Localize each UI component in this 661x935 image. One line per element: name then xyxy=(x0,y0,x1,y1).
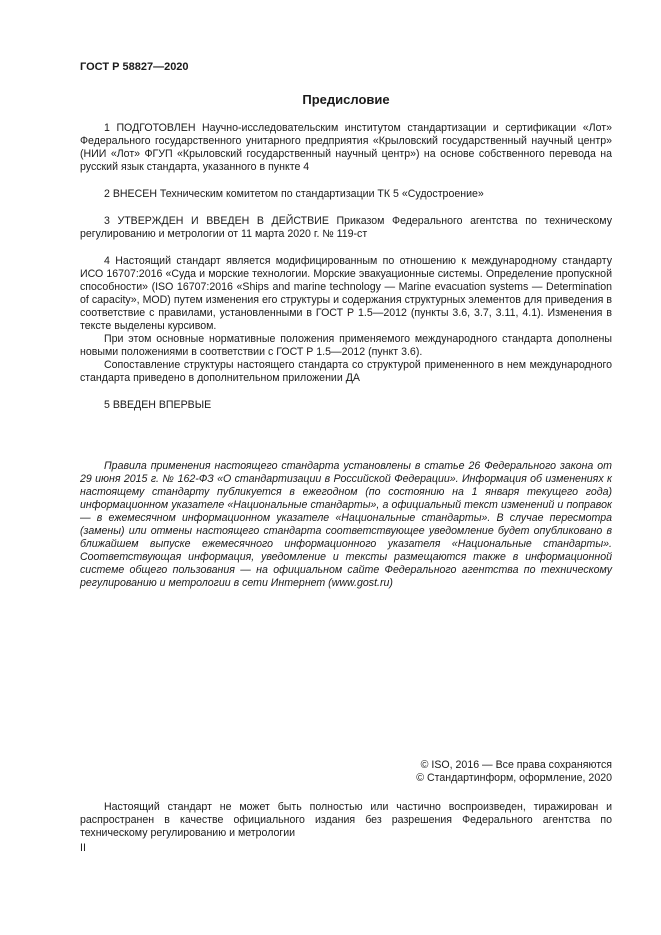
copyright-standartinform: © Стандартинформ, оформление, 2020 xyxy=(416,772,612,784)
copyright-block xyxy=(80,759,612,785)
paragraph-additions: При этом основные нормативные положения применяемого международного стандарта дополнены новыми положениями в соответствии с ГОСТ Р 1.5—2012 (пункт 3.6). xyxy=(80,333,612,358)
paragraph-structure: Сопоставление структуры настоящего стандарта со структурой примененного в нем международного стандарта приведено в дополнительном приложении ДА xyxy=(80,359,612,384)
page-title: Предисловие xyxy=(302,92,390,107)
reproduction-notice: Настоящий стандарт не может быть полностью или частично воспроизведен, тиражирован и распространен в качестве официального издания без разрешения Федерального агентства по техническому регулированию и метрологии xyxy=(80,801,612,839)
paragraph-submitted: 2 ВНЕСЕН Техническим комитетом по стандартизации ТК 5 «Судостроение» xyxy=(104,188,484,200)
paragraph-modified: 4 Настоящий стандарт является модифицированным по отношению к международному стандарту ИСО 16707:2016 «Суда и морские технологии. Морские эвакуационные системы. Определение пропускной способности» (ISO 16707:2016 «Ships and marine technology — Marine evacuation systems — Determination of capacity», MOD) путем изменения его структуры и содержания структурных элементов для приведения в соответствие с правилами, установленными в ГОСТ Р 1.5—2012 (пункты 3.6, 3.7, 3.11, 4.1). Изменения в тексте выделены курсивом. xyxy=(80,255,612,332)
paragraph-approved: 3 УТВЕРЖДЕН И ВВЕДЕН В ДЕЙСТВИЕ Приказом Федерального агентства по техническому регулированию и метрологии от 11 марта 2020 г. № 119-ст xyxy=(80,215,612,240)
document-id: ГОСТ Р 58827—2020 xyxy=(80,61,189,73)
paragraph-rules-notice: Правила применения настоящего стандарта установлены в статье 26 Федерального закона от 29 июня 2015 г. № 162-ФЗ «О стандартизации в Российской Федерации». Информация об изменениях к настоящему стандарту публикуется в ежегодном (по состоянию на 1 января текущего года) информационном указателе «Национальные стандарты», а официальный текст изменений и поправок — в ежемесячном информационном указателе «Национальные стандарты». В случае пересмотра (замены) или отмены настоящего стандарта соответствующее уведомление будет опубликовано в ближайшем выпуске ежемесячного информационного указателя «Национальные стандарты». Соответствующая информация, уведомление и тексты размещаются также в информационной системе общего пользования — на официальном сайте Федерального агентства по техническому регулированию и метрологии в сети Интернет (www.gost.ru) xyxy=(80,460,612,589)
paragraph-prepared: 1 ПОДГОТОВЛЕН Научно-исследовательским институтом стандартизации и сертификации «Лот» Федерального государственного унитарного предприятия «Крыловский государственный научный центр» (НИИ «Лот» ФГУП «Крыловский государственный научный центр») на основе собственного перевода на русский язык стандарта, указанного в пункте 4 xyxy=(80,122,612,173)
page-number: II xyxy=(80,842,86,854)
copyright-iso: © ISO, 2016 — Все права сохраняются xyxy=(420,759,612,771)
paragraph-introduced: 5 ВВЕДЕН ВПЕРВЫЕ xyxy=(104,399,212,411)
foreword-body xyxy=(80,122,612,590)
